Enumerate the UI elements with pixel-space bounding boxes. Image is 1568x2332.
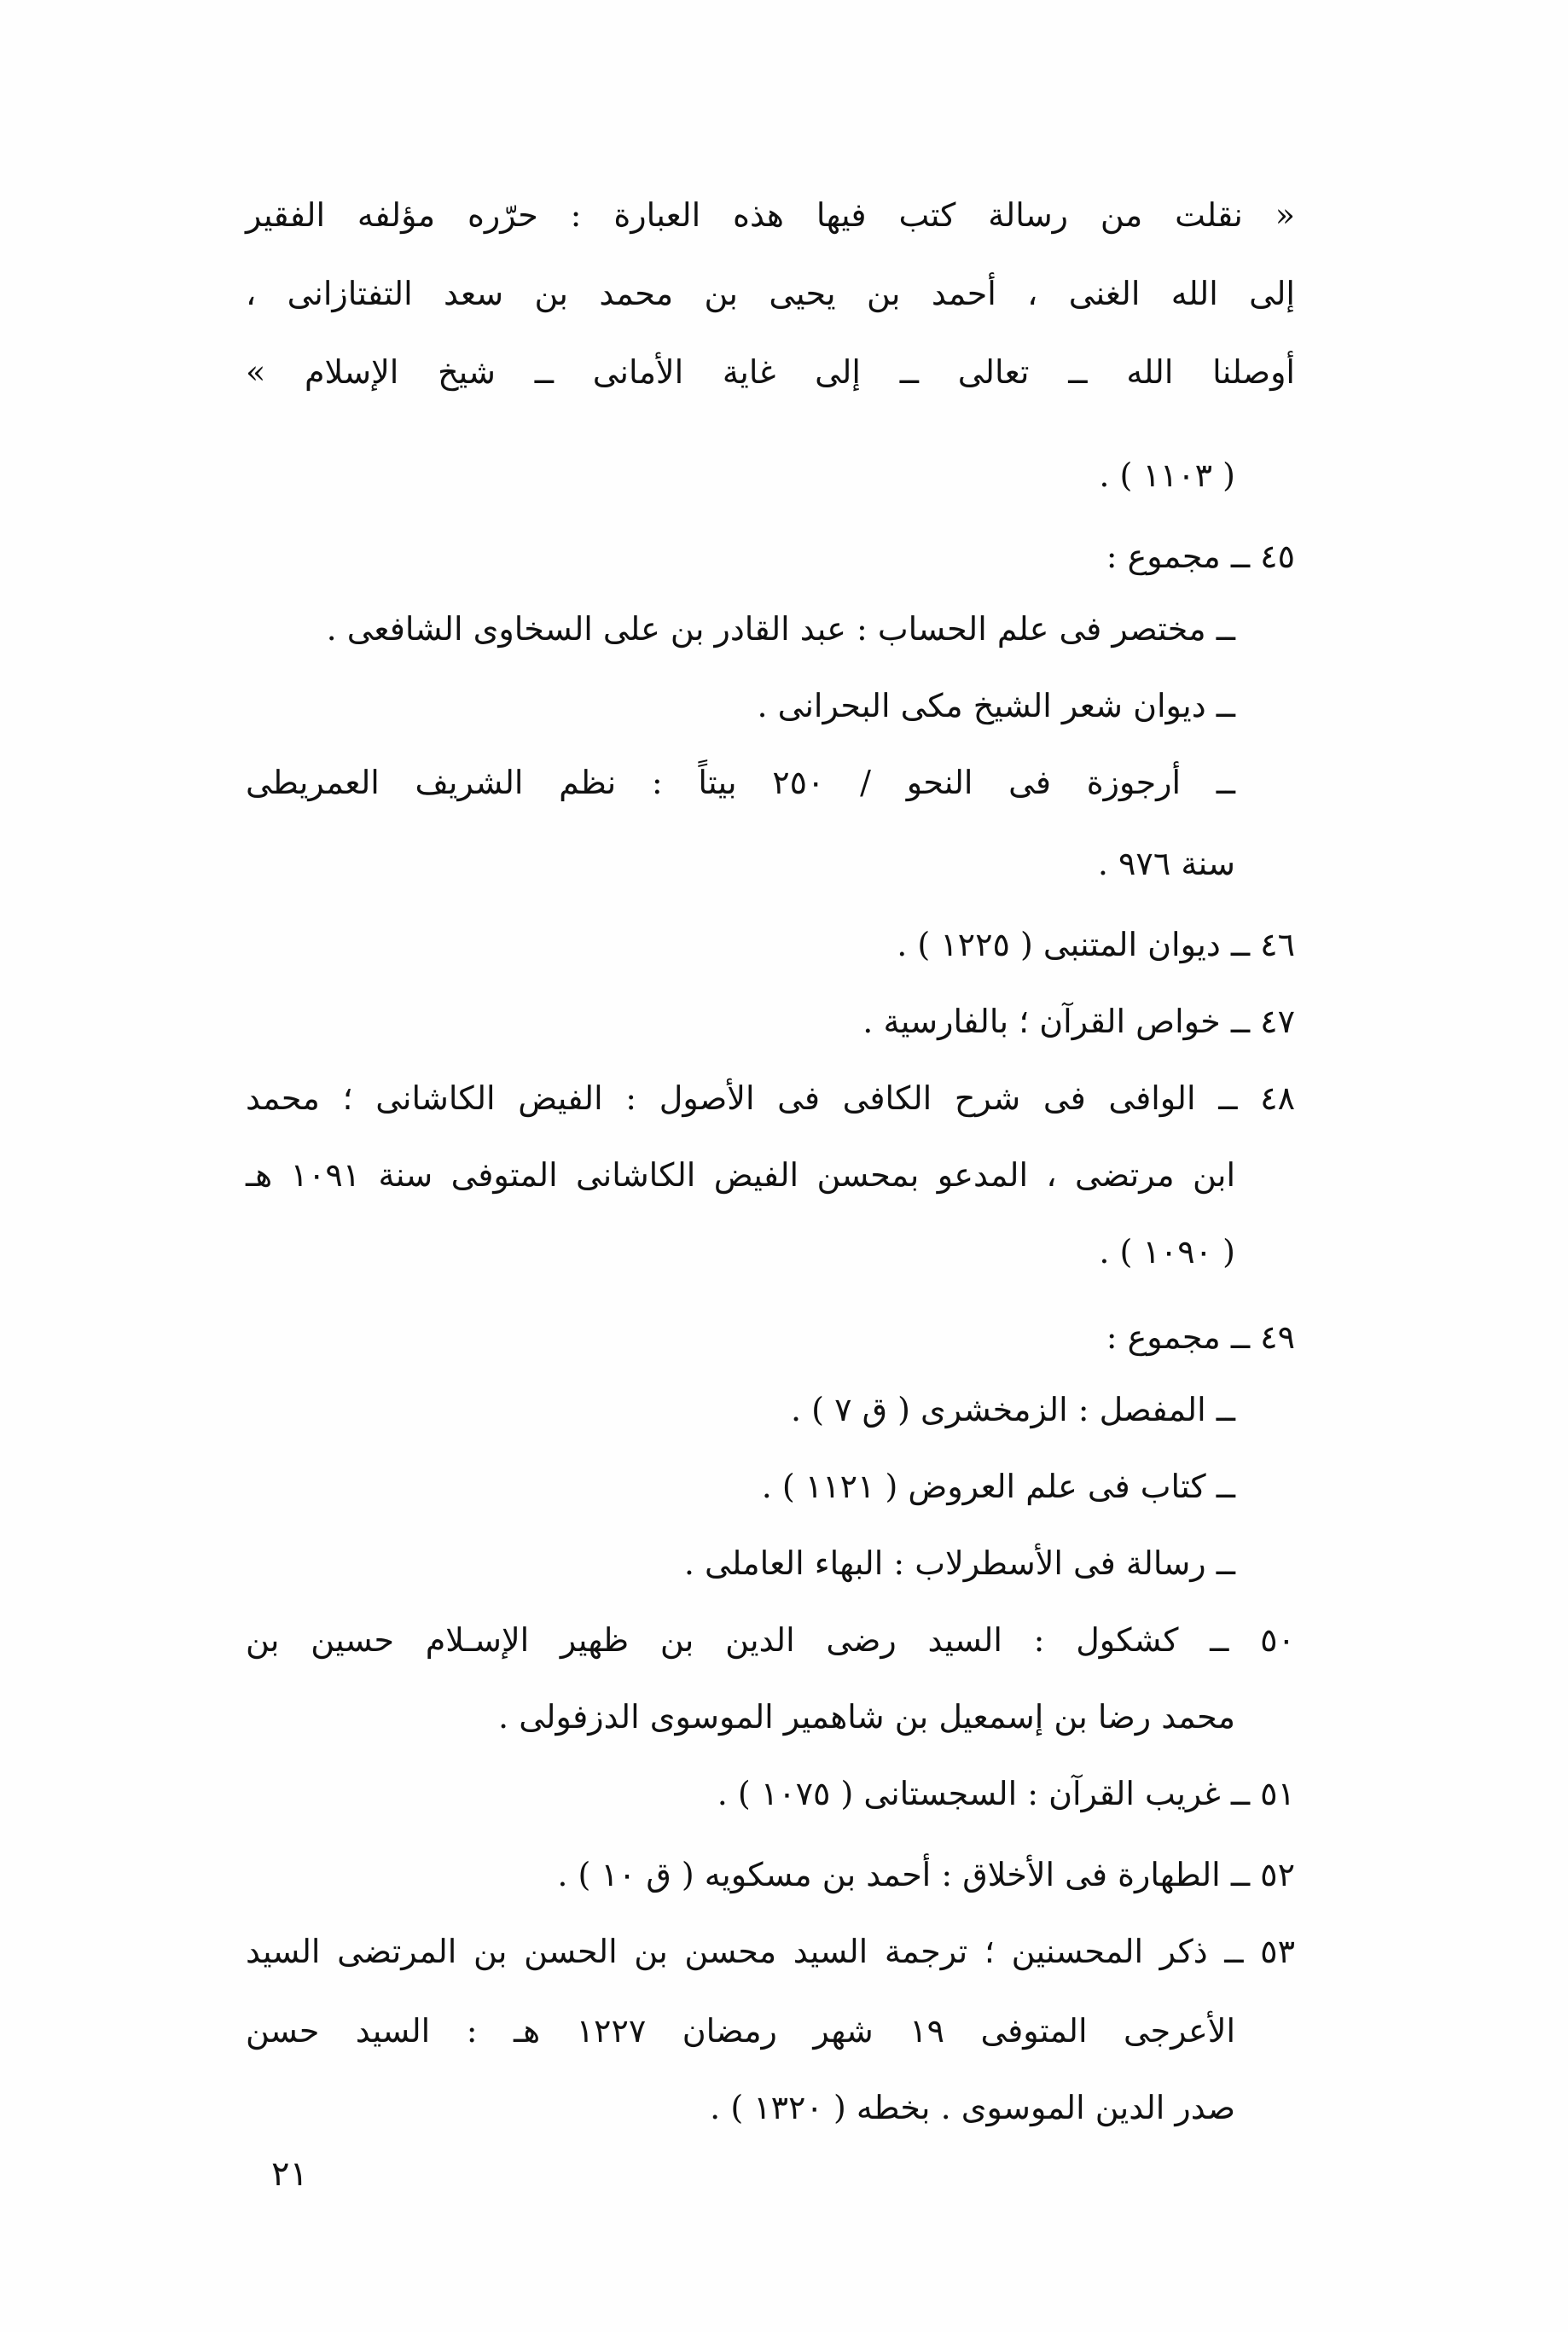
text-line-4: ( ١١٠٣ ) .: [1099, 457, 1235, 494]
entry-48-cont-1: ابن مرتضى ، المدعو بمحسن الفيض الكاشانى المتوفى سنة ١٠٩١ هـ: [246, 1156, 1235, 1194]
entry-50-cont: محمد رضا بن إسمعيل بن شاهمير الموسوى الدزفولى .: [498, 1698, 1235, 1736]
entry-46: ٤٦ ــ ديوان المتنبى ( ١٢٢٥ ) .: [897, 926, 1295, 963]
entry-53-cont-1: الأعرجى المتوفى ١٩ شهر رمضان ١٢٢٧ هـ : السيد حسن: [246, 2012, 1236, 2050]
entry-45-item-3: ــ أرجوزة فى النحو / ٢٥٠ بيتاً : نظم الشريف العمريطى: [246, 764, 1235, 801]
entry-47: ٤٧ ــ خواص القرآن ؛ بالفارسية .: [862, 1003, 1295, 1040]
text-line-1: « نقلت من رسالة كتب فيها هذه العبارة : حرّره مؤلفه الفقير: [246, 196, 1295, 234]
entry-53: ٥٣ ــ ذكر المحسنين ؛ ترجمة السيد محسن بن الحسن بن المرتضى السيد: [246, 1933, 1295, 1970]
entry-53-cont-2: صدر الدين الموسوى . بخطه ( ١٣٢٠ ) .: [710, 2089, 1235, 2126]
text-line-3: أوصلنا الله ــ تعالى ــ إلى غاية الأمانى ــ شيخ الإسلام »: [246, 353, 1295, 391]
entry-51: ٥١ ــ غريب القرآن : السجستانى ( ١٠٧٥ ) .: [717, 1775, 1295, 1812]
entry-48-cont-2: ( ١٠٩٠ ) .: [1099, 1233, 1235, 1271]
entry-52: ٥٢ ــ الطهارة فى الأخلاق : أحمد بن مسكويه ( ق ١٠ ) .: [557, 1856, 1295, 1893]
page-number: ٢١: [271, 2155, 308, 2194]
entry-49-item-1: ــ المفصل : الزمخشرى ( ق ٧ ) .: [791, 1391, 1235, 1428]
entry-50: ٥٠ ــ كشكول : السيد رضى الدين بن ظهير الإسـلام حسين بن: [246, 1621, 1295, 1659]
entry-49-item-2: ــ كتاب فى علم العروض ( ١١٢١ ) .: [761, 1468, 1235, 1505]
text-line-2: إلى الله الغنى ، أحمد بن يحيى بن محمد بن سعد التفتازانى ،: [246, 275, 1295, 312]
entry-49-item-3: ــ رسالة فى الأسطرلاب : البهاء العاملى .: [683, 1544, 1235, 1582]
entry-45-item-1: ــ مختصر فى علم الحساب : عبد القادر بن على السخاوى الشافعى .: [326, 610, 1235, 648]
entry-48: ٤٨ ــ الوافى فى شرح الكافى فى الأصول : الفيض الكاشانى ؛ محمد: [246, 1079, 1295, 1117]
entry-45-item-3-cont: سنة ٩٧٦ .: [1097, 845, 1235, 882]
entry-45-heading: ٤٥ ــ مجموع :: [1106, 538, 1295, 575]
entry-45-item-2: ــ ديوان شعر الشيخ مكى البحرانى .: [757, 687, 1235, 724]
entry-49-heading: ٤٩ ــ مجموع :: [1106, 1318, 1295, 1356]
